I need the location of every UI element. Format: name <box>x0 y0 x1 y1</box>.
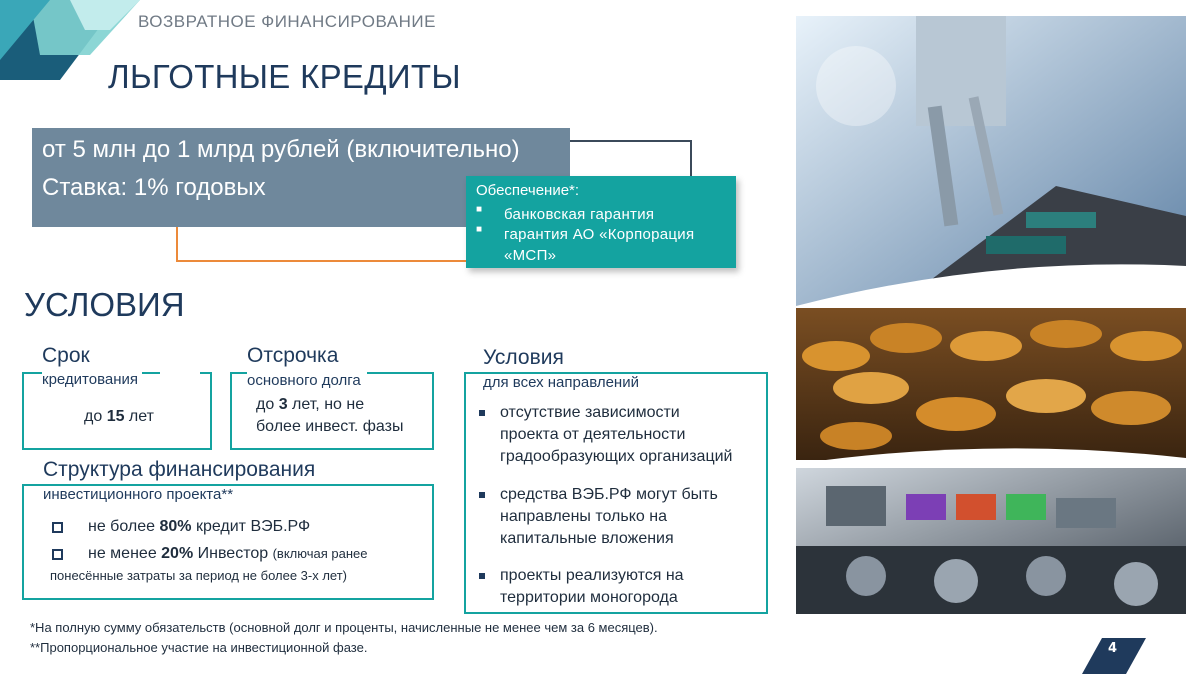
square-bullet-icon <box>479 573 485 579</box>
deferral-sublabel: основного долга <box>247 372 367 389</box>
photo-collage <box>796 16 1186 614</box>
page-number: 4 <box>1108 641 1118 656</box>
structure-label: Структура финансирования <box>43 458 323 482</box>
footnote-1: *На полную сумму обязательств (основной долг и проценты, начисленные не менее чем за 6 месяцев). <box>30 620 658 635</box>
all-directions-label: Условия <box>483 346 564 369</box>
checkbox-icon <box>52 549 63 560</box>
deferral-value: до 3 лет, но не <box>256 396 365 413</box>
checkbox-icon <box>52 522 63 533</box>
collateral-box: Обеспечение*: ■ банковская гарантия ■ гарантия АО «Корпорация «МСП» <box>466 176 736 268</box>
structure-sublabel: инвестиционного проекта** <box>43 486 239 503</box>
collateral-title: Обеспечение*: <box>476 182 580 199</box>
structure-item-investor-note: понесённые затраты за период не более 3-х лет) <box>50 568 348 583</box>
square-bullet-icon: ■ <box>476 224 483 235</box>
deferral-label: Отсрочка <box>247 344 339 367</box>
conditions-heading: УСЛОВИЯ <box>24 286 185 323</box>
structure-item-investor: не менее 20% Инвестор (включая ранее <box>88 545 368 562</box>
deferral-value-line2: более инвест. фазы <box>256 418 404 435</box>
condition-item: средства ВЭБ.РФ могут быть направлены только на капитальные вложения <box>500 486 718 547</box>
structure-item-loan: не более 80% кредит ВЭБ.РФ <box>88 518 311 535</box>
loan-amount-text: от 5 млн до 1 млрд рублей (включительно) <box>42 136 520 163</box>
term-label: Срок <box>42 344 90 367</box>
condition-item: проекты реализуются на территории моногорода <box>500 567 684 606</box>
square-bullet-icon: ■ <box>476 204 483 215</box>
interest-rate-text: Ставка: 1% годовых <box>42 174 266 201</box>
factory-machinery-photo <box>796 468 1186 614</box>
bread-production-photo <box>796 308 1186 460</box>
condition-item: отсутствие зависимости проекта от деятельности градообразующих организаций <box>500 404 733 465</box>
section-label: ВОЗВРАТНОЕ ФИНАНСИРОВАНИЕ <box>138 12 436 31</box>
all-directions-sublabel: для всех направлений <box>483 374 679 391</box>
robotic-assembly-photo <box>796 16 1186 306</box>
page-title: ЛЬГОТНЫЕ КРЕДИТЫ <box>108 58 461 95</box>
term-sublabel: кредитования <box>42 371 142 388</box>
term-value: до 15 лет <box>84 408 154 425</box>
square-bullet-icon <box>479 410 485 416</box>
footnotes <box>30 618 658 658</box>
footnote-2: **Пропорциональное участие на инвестиционной фазе. <box>30 640 368 655</box>
hero-frame-right-line <box>690 140 692 180</box>
square-bullet-icon <box>479 492 485 498</box>
